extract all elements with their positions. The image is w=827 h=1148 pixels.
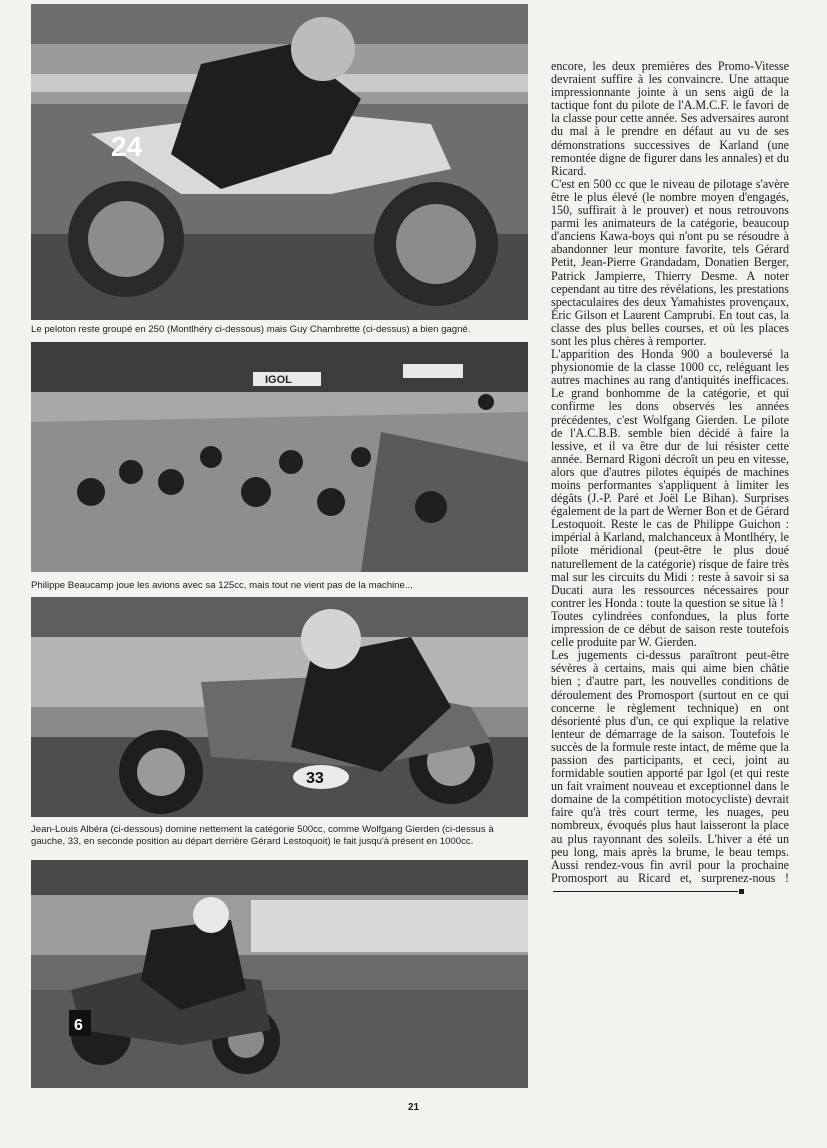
article-paragraph-last bbox=[551, 649, 789, 898]
photo-rider-33-image bbox=[31, 597, 528, 817]
article-paragraph: L'apparition des Honda 900 a bouleversé la physionomie de la classe 1000 cc, reléguant les autres machines au rang d'antiquités inefficaces. Le grand bonhomme de la catégorie, et qui confirme les dons observés les années précédentes, c'est Wolfgang Gierden. Le pilote de l'A.C.B.B. semble bien décidé à faire la lessive, et il va être dur de lui résister cette année. Bernard Rigoni décroît un peu en vitesse, alors que d'autres pilotes équipés de machines moins performantes s'appliquent à limiter les dégâts (J.-P. Paré et Joël Le Bihan). Surprises également de la part de Werner Bon et de Gérard Lestoquoit. Reste le cas de Philippe Guichon : impérial à Karland, malchanceux à Montlhéry, le pilote méridional (peut-être le plus doué naturellement de la catégorie) risque de faire très mal sur les circuits du Midi : reste à savoir si sa Ducati aura les ressources nécessaires pour contrer les Honda : toute la question se situe là ! bbox=[551, 347, 789, 610]
photo-rider-24-image bbox=[31, 4, 528, 320]
photo-rider-24 bbox=[31, 4, 528, 320]
caption-photo-1: Le peloton reste groupé en 250 (Montlhéry ci-dessous) mais Guy Chambrette (ci-dessus) a bien gagné. bbox=[31, 324, 471, 335]
igol-banner-text: IGOL bbox=[265, 374, 292, 386]
article-paragraph: Toutes cylindrées confondues, la plus forte impression de ce début de saison reste toutefois celle produite par W. Gierden. bbox=[551, 608, 789, 650]
photo-peloton bbox=[31, 342, 528, 572]
rider-number-33: 33 bbox=[306, 770, 324, 787]
photo-rider-6-image bbox=[31, 860, 528, 1088]
caption-photo-3: Jean-Louis Albéra (ci-dessous) domine nettement la catégorie 500cc, comme Wolfgang Gierden (ci-dessus à gauche, 33, en seconde position au départ derrière Gérard Lestoquoit) le fait jusqu'à présent en 1000cc. bbox=[31, 824, 494, 847]
article-paragraph: encore, les deux premières des Promo-Vitesse devraient suffire à les convaincre. Une attaque impressionnante jointe à un sens aigü de la tactique font du pilote de l'A.M.C.F. le favori de la classe pour cette année. Ses adversaires auront du mal à le prendre en défaut au vu de ses démonstrations successives de Karland (une remontée digne de figurer dans les annales) et du Ricard. bbox=[551, 59, 789, 178]
photo-rider-33 bbox=[31, 597, 528, 817]
article-paragraph-text: Les jugements ci-dessus paraîtront peut-être sévères à certains, mais qui aime bien châtie bien ; d'autre part, les nouvelles conditions de déroulement des Promosport (surtout en ce qui concerne le règlement technique) en ont désorienté plus d'un, ce qui explique la relative lenteur de démarrage de la saison. Toutefois le succès de la formule reste intact, de même que la passion des participants, et ceci, joint au formidable soutien apporté par Igol (et qui reste un fait vraiment nouveau et exceptionnel dans le domaine de la compétition motocycliste) devrait faire qu'à très court terme, les nuages, peu nombreux, évoqués plus haut laisseront la place au plus rayonnant des soleils. L'hiver a été un peu long, mais après la brume, le beau temps. Aussi rendez-vous fin avril pour la prochaine Promosport au Ricard et, surprenez-nous ! bbox=[551, 648, 789, 885]
article-text bbox=[551, 60, 789, 898]
page-number: 21 bbox=[407, 1102, 420, 1113]
article-paragraph: C'est en 500 cc que le niveau de pilotage s'avère être le plus élevé (le nombre moyen d'engagés, 150, suffirait à le prouver) et nous retrouvons parmi les animateurs de la catégorie, beaucoup d'anciens Kawa-boys qui n'ont pu se résoudre à abandonner leur monture favorite, tels Gérard Petit, Jean-Pierre Grandadam, Donatien Berger, Patrick Jampierre, Thierry Desme. A noter cependant au titre des révélations, les prestations spectaculaires des deux Yamahistes provençaux, Éric Gilson et Laurent Camprubi. En tout cas, la classe des plus belles courses, et où les places sont les plus chères à remporter. bbox=[551, 176, 789, 348]
rider-number-24: 24 bbox=[111, 131, 143, 162]
photo-rider-6 bbox=[31, 860, 528, 1088]
end-rule bbox=[553, 891, 738, 892]
rider-number-6: 6 bbox=[74, 1017, 83, 1034]
caption-photo-2: Philippe Beaucamp joue les avions avec sa 125cc, mais tout ne vient pas de la machine... bbox=[31, 580, 413, 591]
photo-peloton-image bbox=[31, 342, 528, 572]
end-mark bbox=[739, 889, 744, 894]
